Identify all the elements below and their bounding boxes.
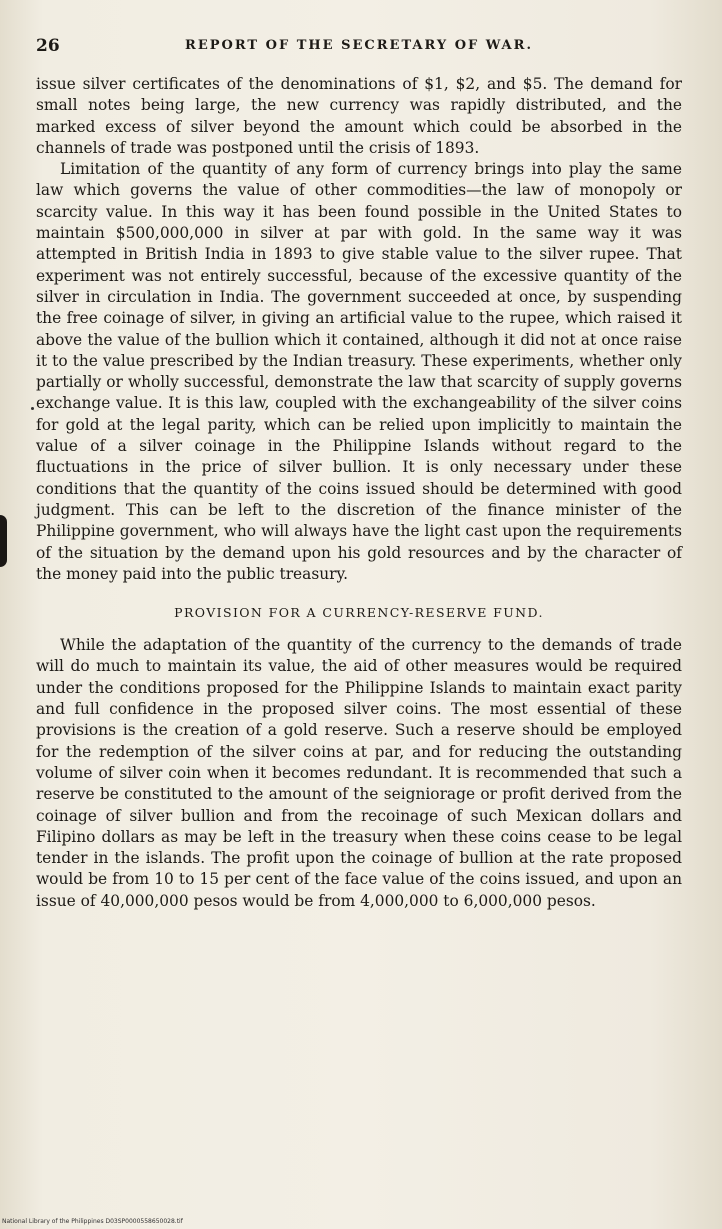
page-header bbox=[36, 36, 682, 60]
paragraph-limitation: Limitation of the quantity of any form of currency brings into play the same law which governs the value of other commodities—the law of monopoly or scarcity value. In this way it has been found possible in the United States to maintain $500,000,000 in silver at par with gold. In the same way it was attempted in British India in 1893 to give stable value to the silver rupee. That experiment was not entirely successful, because of the excessive quantity of the silver in circulation in India. The government succeeded at once, by suspending the free coinage of silver, in giving an artificial value to the rupee, which raised it above the value of the bullion which it contained, although it did not at once raise it to the value prescribed by the Indian treasury. These experiments, whether only partially or wholly successful, demonstrate the law that scarcity of supply governs exchange value. It is this law, coupled with the exchangeability of the silver coins for gold at the legal parity, which can be relied upon implicitly to maintain the value of a silver coinage in the Philippine Islands without regard to the fluctuations in the price of silver bullion. It is only necessary under these conditions that the quantity of the coins issued should be determined with good judgment. This can be left to the discretion of the finance minister of the Philippine government, who will always have the light cast upon the requirements of the situation by the demand upon his gold resources and by the character of the money paid into the public treasury. bbox=[36, 160, 682, 583]
paragraph-reserve: While the adaptation of the quantity of the currency to the demands of trade will do much to maintain its value, the aid of other measures would be required under the conditions proposed for the Philippine Islands to maintain exact parity and full confidence in the proposed silver coins. The most essential of these provisions is the creation of a gold reserve. Such a reserve should be employed for the redemption of the silver coins at par, and for reducing the outstanding volume of silver coin when it becomes redundant. It is recommended that such a reserve be constituted to the amount of the seigniorage or profit derived from the coinage of silver bullion and from the recoinage of such Mexican dollars and Filipino dollars as may be left in the treasury when these coins cease to be legal tender in the islands. The profit upon the coinage of bullion at the rate proposed would be from 10 to 15 per cent of the face value of the coins issued, and upon an issue of 40,000,000 pesos would be from 4,000,000 to 6,000,000 pesos. bbox=[36, 636, 682, 910]
page-body bbox=[36, 74, 682, 912]
section-heading: PROVISION FOR A CURRENCY-RESERVE FUND. bbox=[174, 605, 544, 621]
binding-shadow bbox=[0, 515, 7, 567]
paragraph-continued: issue silver certificates of the denominations of $1, $2, and $5. The demand for small notes being large, the new currency was rapidly distributed, and the marked excess of silver beyond the amount which could be absorbed in the channels of trade was postponed until the crisis of 1893. bbox=[36, 75, 682, 157]
page-number: 26 bbox=[36, 36, 60, 56]
running-head: REPORT OF THE SECRETARY OF WAR. bbox=[185, 38, 533, 53]
scan-footer: National Library of the Philippines D03SP0000558650028.tif bbox=[2, 1218, 183, 1225]
margin-mark bbox=[31, 407, 34, 410]
